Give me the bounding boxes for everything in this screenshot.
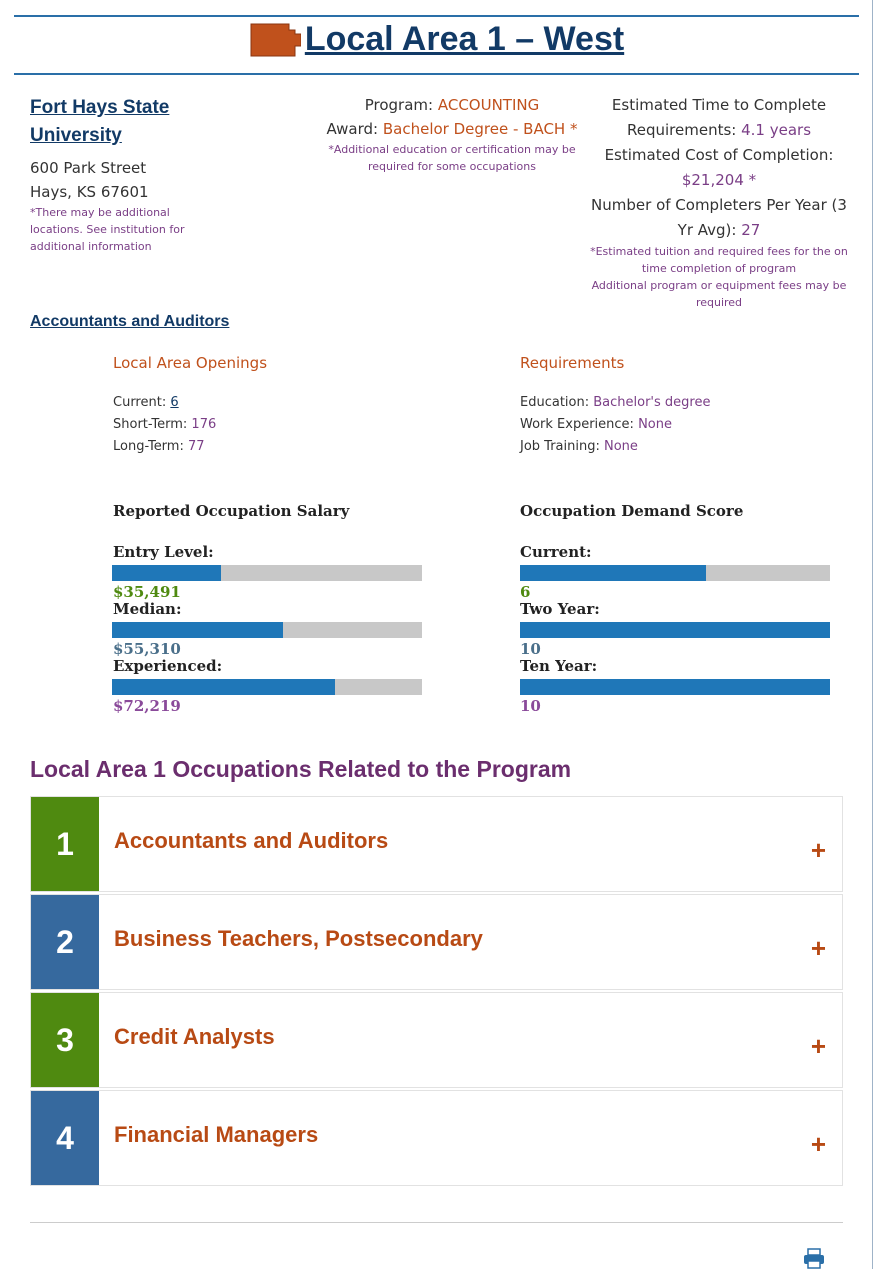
req-education [520, 392, 710, 414]
cost-note: *Estimated tuition and required fees for the on time completion of program [590, 245, 848, 275]
salary-median-label: Median: [113, 600, 182, 618]
demand-current-label: Current: [520, 543, 592, 561]
time-label: Estimated Time to Complete Requirements: [611, 96, 827, 139]
requirements-heading: Requirements [520, 354, 625, 372]
openings-current-link[interactable]: 6 [170, 395, 179, 410]
header-top-rule [14, 15, 859, 17]
cost-value: $21,204 * [681, 171, 757, 189]
related-row-title[interactable]: Credit Analysts [114, 1024, 275, 1049]
estimates-block [590, 93, 848, 311]
openings-long-value: 77 [188, 439, 205, 454]
req-training-value: None [604, 439, 638, 454]
time-value: 4.1 years [741, 121, 812, 139]
openings-short-label: Short-Term: [113, 417, 188, 432]
openings-long-label: Long-Term: [113, 439, 184, 454]
salary-entry-label: Entry Level: [113, 543, 214, 561]
demand-current-fill [520, 565, 706, 581]
openings-long [113, 436, 216, 458]
salary-entry-fill [112, 565, 221, 581]
occupation-link[interactable]: Accountants and Auditors [30, 313, 230, 330]
kansas-map-icon [249, 22, 301, 58]
req-work-value: None [638, 417, 672, 432]
related-row-number: 3 [31, 993, 99, 1087]
salary-experienced-label: Experienced: [113, 657, 223, 675]
openings-heading: Local Area Openings [113, 354, 268, 372]
fees-note: Additional program or equipment fees may be required [591, 279, 847, 309]
program-value: ACCOUNTING [437, 96, 540, 114]
demand-current-bar [520, 565, 830, 581]
related-row-4[interactable] [30, 1090, 843, 1186]
demand-ten-value: 10 [520, 697, 541, 715]
salary-heading: Reported Occupation Salary [113, 502, 350, 520]
footer-divider [30, 1222, 843, 1223]
page-title [0, 20, 873, 59]
award-value: Bachelor Degree - BACH * [382, 120, 578, 138]
related-heading: Local Area 1 Occupations Related to the Program [30, 756, 572, 782]
institution-block [30, 94, 220, 255]
salary-median-value: $55,310 [113, 640, 181, 658]
related-row-number: 4 [31, 1091, 99, 1185]
area-title-link[interactable]: Local Area 1 – West [304, 20, 625, 58]
req-education-label: Education: [520, 395, 590, 410]
openings-current-label: Current: [113, 395, 167, 410]
salary-experienced-fill [112, 679, 335, 695]
program-label: Program: [364, 96, 434, 114]
expand-plus-icon[interactable]: + [810, 1031, 826, 1061]
related-row-title[interactable]: Business Teachers, Postsecondary [114, 926, 483, 951]
related-row-title[interactable]: Financial Managers [114, 1122, 319, 1147]
salary-experienced-value: $72,219 [113, 697, 181, 715]
openings-current [113, 392, 216, 414]
demand-ten-fill [520, 679, 830, 695]
salary-median-bar [112, 622, 422, 638]
institution-street: 600 Park Street [30, 159, 147, 177]
completers-value: 27 [741, 221, 761, 239]
completers-line [590, 193, 848, 243]
institution-city: Hays, KS 67601 [30, 183, 149, 201]
openings-short-value: 176 [191, 417, 217, 432]
demand-current-value: 6 [520, 583, 531, 601]
related-row-3[interactable] [30, 992, 843, 1088]
expand-plus-icon[interactable]: + [810, 933, 826, 963]
expand-plus-icon[interactable]: + [810, 1129, 826, 1159]
cost-line [590, 143, 848, 193]
salary-median-fill [112, 622, 283, 638]
openings-short [113, 414, 216, 436]
printer-icon[interactable] [803, 1248, 825, 1273]
demand-two-label: Two Year: [520, 600, 600, 618]
req-training-label: Job Training: [520, 439, 600, 454]
program-note: *Additional education or certification may be required for some occupations [328, 143, 576, 173]
req-work-label: Work Experience: [520, 417, 634, 432]
related-row-2[interactable] [30, 894, 843, 990]
related-row-number: 1 [31, 797, 99, 891]
salary-experienced-bar [112, 679, 422, 695]
cost-label: Estimated Cost of Completion: [604, 146, 834, 164]
header-bottom-rule [14, 73, 859, 75]
demand-two-fill [520, 622, 830, 638]
demand-two-bar [520, 622, 830, 638]
related-row-1[interactable] [30, 796, 843, 892]
requirements-list [520, 392, 710, 458]
institution-note: *There may be additional locations. See institution for additional information [30, 206, 185, 253]
req-training [520, 436, 710, 458]
expand-plus-icon[interactable]: + [810, 835, 826, 865]
right-border [872, 0, 873, 1269]
openings-list [113, 392, 216, 458]
salary-entry-bar [112, 565, 422, 581]
demand-heading: Occupation Demand Score [520, 502, 744, 520]
req-work [520, 414, 710, 436]
institution-link[interactable]: Fort Hays State University [30, 97, 170, 146]
salary-entry-value: $35,491 [113, 583, 181, 601]
time-line [590, 93, 848, 143]
demand-ten-bar [520, 679, 830, 695]
demand-ten-label: Ten Year: [520, 657, 598, 675]
related-row-number: 2 [31, 895, 99, 989]
completers-label: Number of Completers Per Year (3 Yr Avg): [591, 196, 847, 239]
req-education-value: Bachelor's degree [593, 395, 711, 410]
award-label: Award: [326, 120, 379, 138]
demand-two-value: 10 [520, 640, 541, 658]
related-row-title[interactable]: Accountants and Auditors [114, 828, 389, 853]
